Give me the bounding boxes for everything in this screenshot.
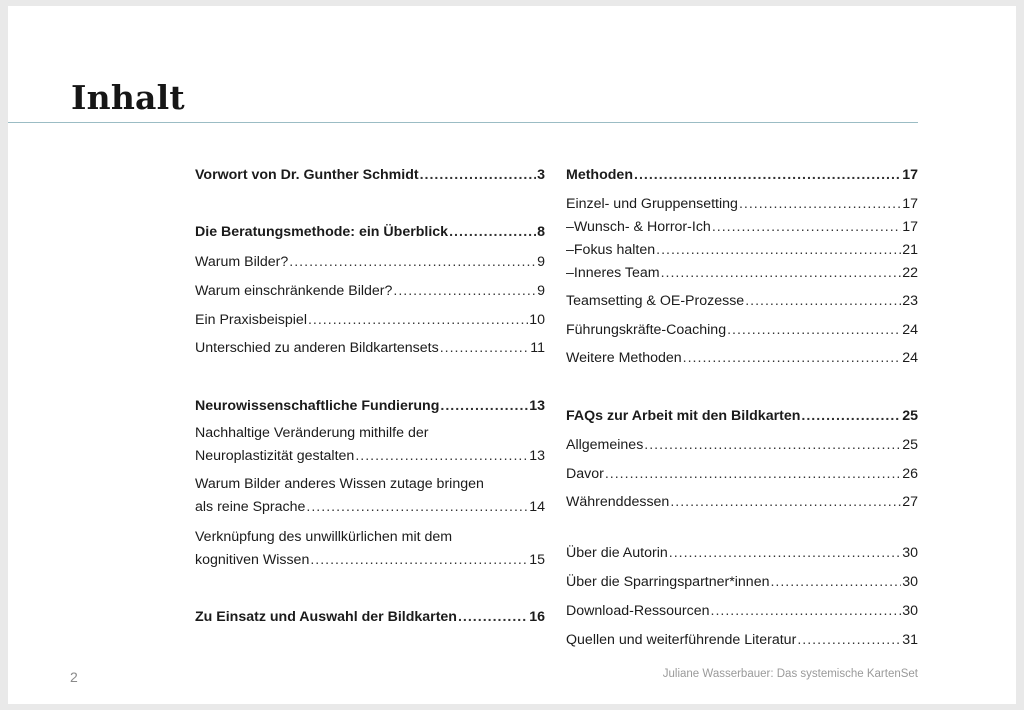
toc-leader-dots <box>306 496 528 519</box>
toc-entry-page: 9 <box>537 283 545 299</box>
toc-entry-title: Fokus halten <box>573 242 656 258</box>
toc-entry-title: Neuroplastizität gestalten <box>195 448 355 464</box>
toc-leader-dots <box>644 434 901 457</box>
toc-leader-dots <box>745 290 901 313</box>
toc-entry-page: 14 <box>529 499 545 515</box>
toc-leader-dots <box>739 193 901 216</box>
toc-entry-page: 24 <box>902 350 918 366</box>
toc-entry-page: 30 <box>902 545 918 561</box>
toc-entry-title: Warum einschränkende Bilder? <box>195 283 393 299</box>
toc-entry[interactable] <box>566 262 918 285</box>
toc-entry-page: 30 <box>902 574 918 590</box>
toc-leader-dots <box>393 280 536 303</box>
toc-entry-title: Einzel- und Gruppensetting <box>566 196 738 212</box>
toc-entry[interactable] <box>195 164 545 187</box>
toc-entry-title: Ein Praxisbeispiel <box>195 312 307 328</box>
toc-leader-dots <box>670 491 901 514</box>
page-number: 2 <box>70 669 78 685</box>
dash-marker: – <box>566 219 574 235</box>
toc-leader-dots <box>440 337 530 360</box>
toc-entry-page: 15 <box>529 552 545 568</box>
toc-entry-page: 30 <box>902 603 918 619</box>
toc-entry[interactable] <box>195 606 545 629</box>
toc-entry[interactable] <box>566 216 918 239</box>
toc-leader-dots <box>634 164 901 187</box>
toc-entry-title: Die Beratungsmethode: ein Überblick <box>195 224 449 240</box>
toc-leader-dots <box>605 463 901 486</box>
toc-entry-page: 13 <box>529 448 545 464</box>
toc-entry-page: 24 <box>902 322 918 338</box>
toc-entry-title: als reine Sprache <box>195 499 306 515</box>
toc-entry-page: 22 <box>902 265 918 281</box>
toc-entry-title: Warum Bilder? <box>195 254 289 270</box>
toc-entry[interactable] <box>566 542 918 565</box>
toc-entry[interactable] <box>566 347 918 370</box>
toc-entry-title: Neurowissenschaftliche Fundierung <box>195 398 440 414</box>
toc-entry[interactable] <box>195 526 545 572</box>
toc-entry[interactable] <box>566 239 918 262</box>
toc-entry[interactable] <box>566 164 918 187</box>
toc-leader-dots <box>656 239 901 262</box>
toc-entry-page: 8 <box>537 224 545 240</box>
toc-entry-page: 25 <box>902 437 918 453</box>
toc-leader-dots <box>797 629 901 652</box>
toc-leader-dots <box>449 221 536 244</box>
toc-entry[interactable] <box>195 422 545 468</box>
toc-leader-dots <box>308 309 528 332</box>
toc-leader-dots <box>669 542 901 565</box>
toc-leader-dots <box>355 445 528 468</box>
toc-leader-dots <box>289 251 536 274</box>
toc-entry-page: 23 <box>902 293 918 309</box>
dash-marker: – <box>566 242 574 258</box>
toc-entry[interactable] <box>566 463 918 486</box>
toc-entry-title: Allgemeines <box>566 437 644 453</box>
toc-entry[interactable] <box>195 473 545 519</box>
toc-entry[interactable] <box>566 290 918 313</box>
toc-entry-title: Davor <box>566 466 604 482</box>
toc-entry-page: 17 <box>902 196 918 212</box>
toc-entry-page: 9 <box>537 254 545 270</box>
toc-entry[interactable] <box>195 395 545 418</box>
toc-entry-page: 27 <box>902 494 918 510</box>
toc-leader-dots <box>801 405 901 428</box>
heading-divider <box>8 122 918 123</box>
toc-entry[interactable] <box>195 221 545 244</box>
toc-entry-page: 16 <box>529 609 545 625</box>
toc-entry-page: 21 <box>902 242 918 258</box>
toc-entry-title: kognitiven Wissen <box>195 552 310 568</box>
toc-leader-dots <box>712 216 901 239</box>
toc-entry[interactable] <box>566 434 918 457</box>
toc-entry[interactable] <box>566 491 918 514</box>
document-page <box>8 6 1016 704</box>
toc-entry-title: Wunsch- & Horror-Ich <box>573 219 711 235</box>
toc-leader-dots <box>661 262 902 285</box>
toc-entry-title: Weitere Methoden <box>566 350 682 366</box>
toc-entry-title-line1: Warum Bilder anderes Wissen zutage bringen <box>195 476 484 492</box>
toc-entry[interactable] <box>566 405 918 428</box>
toc-entry-title: Vorwort von Dr. Gunther Schmidt <box>195 167 419 183</box>
toc-entry[interactable] <box>195 251 545 274</box>
toc-entry-page: 13 <box>529 398 545 414</box>
toc-entry[interactable] <box>566 629 918 652</box>
toc-entry[interactable] <box>566 319 918 342</box>
toc-leader-dots <box>770 571 901 594</box>
toc-entry-page: 25 <box>902 408 918 424</box>
toc-entry-title: Unterschied zu anderen Bildkartensets <box>195 340 439 356</box>
toc-entry-title: Währenddessen <box>566 494 670 510</box>
toc-leader-dots <box>458 606 528 629</box>
toc-entry-title: Führungskräfte-Coaching <box>566 322 727 338</box>
toc-entry[interactable] <box>566 571 918 594</box>
running-title: Juliane Wasserbauer: Das systemische KartenSet <box>662 668 918 680</box>
toc-leader-dots <box>711 600 902 623</box>
toc-entry-title-line1: Verknüpfung des unwillkürlichen mit dem <box>195 529 453 545</box>
toc-entry[interactable] <box>195 280 545 303</box>
toc-entry[interactable] <box>195 337 545 360</box>
toc-entry-title-line1: Nachhaltige Veränderung mithilfe der <box>195 425 429 441</box>
toc-entry-title: Inneres Team <box>573 265 660 281</box>
toc-entry-page: 3 <box>537 167 545 183</box>
toc-entry[interactable] <box>566 600 918 623</box>
toc-entry-page: 10 <box>529 312 545 328</box>
toc-entry-title: Zu Einsatz und Auswahl der Bildkarten <box>195 609 457 625</box>
toc-entry-page: 26 <box>902 466 918 482</box>
toc-entry-page: 31 <box>902 632 918 648</box>
toc-entry-title: Methoden <box>566 167 633 183</box>
toc-entry-title: Teamsetting & OE-Prozesse <box>566 293 745 309</box>
toc-entry-page: 17 <box>902 219 918 235</box>
toc-leader-dots <box>683 347 902 370</box>
toc-entry[interactable] <box>195 309 545 332</box>
page-heading: Inhalt <box>71 78 185 117</box>
toc-entry-page: 11 <box>530 340 545 356</box>
toc-entry-title: Download-Ressourcen <box>566 603 710 619</box>
toc-leader-dots <box>440 395 528 418</box>
dash-marker: – <box>566 265 574 281</box>
toc-leader-dots <box>310 549 528 572</box>
toc-leader-dots <box>420 164 537 187</box>
toc-entry-page: 17 <box>902 167 918 183</box>
toc-entry[interactable] <box>566 193 918 216</box>
toc-entry-title: Über die Sparringspartner*innen <box>566 574 770 590</box>
toc-entry-title: Quellen und weiterführende Literatur <box>566 632 797 648</box>
toc-entry-title: FAQs zur Arbeit mit den Bildkarten <box>566 408 801 424</box>
toc-leader-dots <box>727 319 901 342</box>
toc-entry-title: Über die Autorin <box>566 545 668 561</box>
